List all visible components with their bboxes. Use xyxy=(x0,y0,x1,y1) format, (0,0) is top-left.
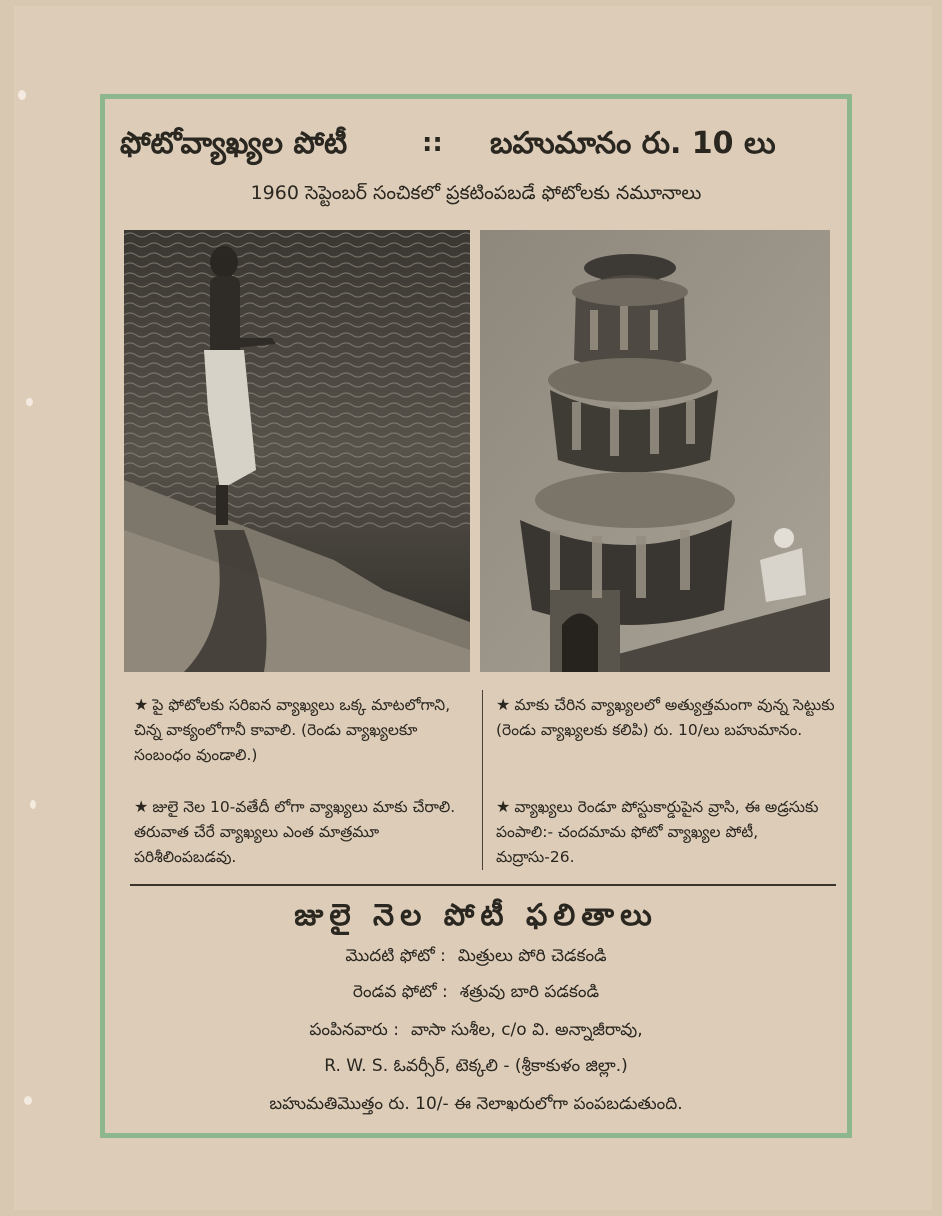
contest-title: ఫోటోవ్యాఖ్యల పోటీ xyxy=(120,126,348,161)
result-label: రెండవ ఫోటో : xyxy=(352,982,448,1002)
results-title: జులై నెల పోటీ ఫలితాలు xyxy=(294,898,658,933)
result-value: శత్రువు బారి పడకండి xyxy=(459,982,600,1002)
sender-value: వాసా సుశీల, c/o వి. అన్నాజీరావు, xyxy=(410,1020,643,1040)
contest-subtitle: 1960 సెప్టెంబర్ సంచికలో ప్రకటింపబడే ఫోటోలకు నమూనాలు xyxy=(250,182,702,204)
rule-item xyxy=(496,692,836,743)
column-divider xyxy=(482,690,483,870)
paper-speck xyxy=(26,398,33,406)
star-icon: ★ xyxy=(496,695,511,714)
contest-header xyxy=(100,122,852,172)
rule-item xyxy=(496,794,836,870)
rule-item xyxy=(134,794,474,870)
rule-text: వ్యాఖ్యలు రెండూ పోస్టుకార్డుపైన వ్రాసి, ఈ అడ్రసుకు పంపాలి:- చందమామ ఫోటో వ్యాఖ్యల పోటీ, మద్రాసు-26. xyxy=(496,798,819,866)
paper-speck xyxy=(18,90,26,100)
second-photo-result xyxy=(100,982,852,1006)
prize-title: బహుమానం రు. 10 లు xyxy=(490,126,776,161)
first-photo-result xyxy=(100,946,852,970)
paper-speck xyxy=(30,800,36,809)
star-icon: ★ xyxy=(134,797,149,816)
photo-temple-tower xyxy=(480,230,830,672)
prize-note: బహుమతిమొత్తం రు. 10/- ఈ నెలాఖరులోగా పంపబడుతుంది. xyxy=(269,1094,683,1114)
sender-address: R. W. S. ఓవర్సీర్, టెక్కలి - (శ్రీకాకుళం జిల్లా.) xyxy=(324,1056,628,1076)
paper-speck xyxy=(24,1096,32,1105)
star-icon: ★ xyxy=(496,797,511,816)
rule-text: పై ఫోటోలకు సరిఐన వ్యాఖ్యలు ఒక్క మాటలోగాని, చిన్న వాక్యంలోగానీ కావాలి. (రెండు వ్యాఖ్యలకూ సంబంధం వుండాలి.) xyxy=(134,696,451,764)
sender-line xyxy=(100,1020,852,1044)
rule-text: జులై నెల 10-వతేదీ లోగా వ్యాఖ్యలు మాకు చేరాలి. తరువాత చేరే వ్యాఖ్యలు ఎంత మాత్రమూ పరిశీలింపబడవు. xyxy=(134,798,456,866)
star-icon: ★ xyxy=(134,695,149,714)
section-divider xyxy=(130,884,836,886)
rule-text: మాకు చేరిన వ్యాఖ్యలలో అత్యుత్తమంగా వున్న సెట్టుకు (రెండు వ్యాఖ్యలకు కలిపి) రు. 10/లు బహుమానం. xyxy=(496,696,835,739)
result-label: మొదటి ఫోటో : xyxy=(345,946,446,966)
photo-man-by-water xyxy=(124,230,470,672)
title-separator: :: xyxy=(422,128,443,158)
sender-label: పంపినవారు : xyxy=(309,1020,399,1040)
contest-rules xyxy=(124,690,840,876)
rule-item xyxy=(134,692,474,768)
result-value: మిత్రులు పోరి చెడకండి xyxy=(457,946,607,966)
